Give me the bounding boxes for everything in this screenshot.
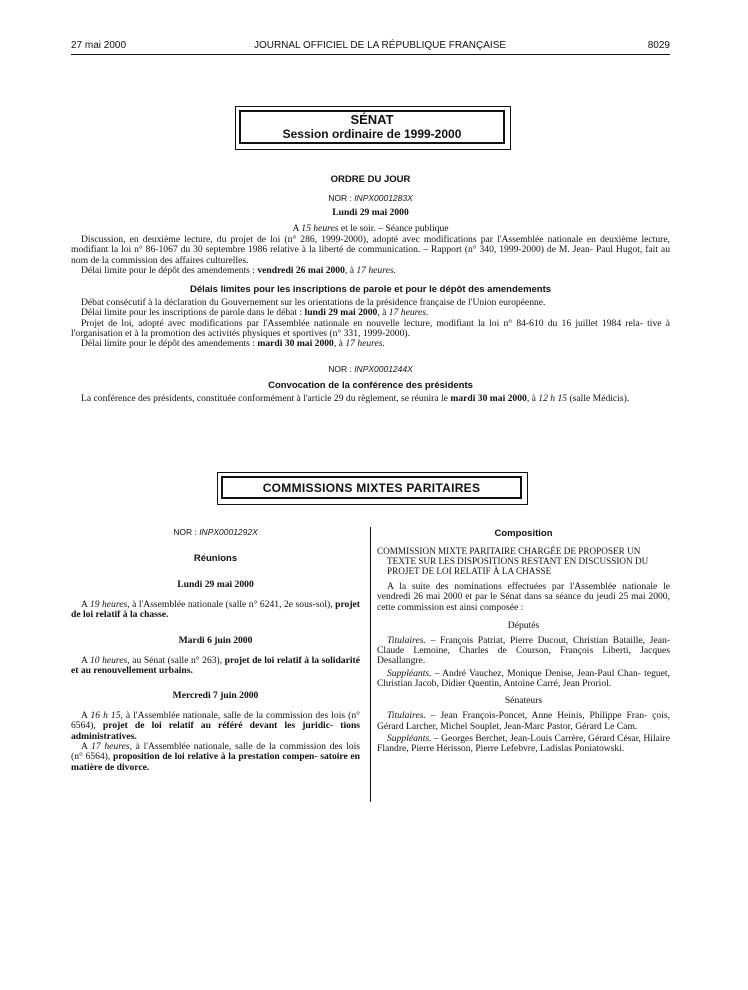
senat-title: SÉNAT (350, 112, 394, 127)
delai-amendements-2: Délai limite pour le dépôt des amendements : mardi 30 mai 2000, à 17 heures. (81, 338, 385, 350)
reunion-date-1: Lundi 29 mai 2000 (177, 579, 254, 590)
nor-reference-2: NOR : INPX0001244X (328, 363, 413, 374)
composition-intro: A la suite des nominations effectuées par l'Assemblée nationale le vendredi 26 mai 2000 et par le Sénat dans sa séance du jeudi 25 mai 2000, cette commission est ainsi composée : (377, 581, 670, 613)
cmp-chasse-title: COMMISSION MIXTE PARITAIRE CHARGÉE DE PROPOSER UN TEXTE SUR LES DISPOSITIONS RESTANT EN DISCUSSION DU PROJET DE LOI RELATIF À LA CHASSE (377, 546, 649, 576)
convocation-heading: Convocation de la conférence des présidents (268, 379, 473, 391)
discussion-paragraph: Discussion, en deuxième lecture, du projet de loi (n° 286, 1999-2000), adopté avec modifications par l'Assemblée nationale en deuxième lecture, modifiant la loi n° 86-1067 du 30 septembre 1986 relative à la liberté de communication. – Rapport (n° 340, 1999-2000) de M. Jean- Paul Hugot, fait au nom de la commission des affaires culturelles. (71, 234, 670, 266)
date-lundi-29-mai: Lundi 29 mai 2000 (332, 207, 409, 218)
nor-reference-1: NOR : INPX0001283X (328, 193, 413, 203)
column-divider (370, 527, 371, 802)
senateurs-heading: Sénateurs (504, 695, 543, 707)
composition-heading: Composition (494, 528, 553, 539)
delai-amendements-1: Délai limite pour le dépôt des amendements : vendredi 26 mai 2000, à 17 heures. (81, 264, 396, 276)
right-column (377, 528, 670, 755)
cmp-box (221, 476, 522, 499)
deputes-titulaires: Titulaires. – François Patriat, Pierre Ducout, Christian Bataille, Jean-Claude Lemoine, Charles de Courson, François Liberti, Jacques Desallangre. (377, 634, 670, 667)
header-page-number: 8029 (647, 40, 670, 51)
projet-loi-sport-paragraph: Projet de loi, adopté avec modifications par l'Assemblée nationale en nouvelle lecture, modifiant la loi n° 84-610 du 16 juillet 1984 rela- tive à l'organisation et à la promotion des activités physiques et sportives (n° 331, 1999-2000). (71, 317, 671, 340)
reunion-3b-text: A 17 heures, à l'Assemblée nationale, salle de la commission des lois (n° 6564), proposition de loi relative à la prestation compen- satoire en matière de divorce. (71, 741, 360, 773)
header-date: 27 mai 2000 (71, 40, 127, 51)
reunion-date-2: Mardi 6 juin 2000 (178, 634, 253, 646)
delais-limites-heading: Délais limites pour les inscriptions de parole et pour le dépôt des amendements (189, 284, 552, 296)
reunion-1-text: A 19 heures, à l'Assemblée nationale (salle n° 6241, 2e sous-sol), projet de loi relatif à la chasse. (71, 599, 360, 621)
seance-publique-line: A 15 heures et le soir. – Séance publique (292, 223, 449, 234)
header-rule (71, 54, 670, 55)
cmp-title: COMMISSIONS MIXTES PARITAIRES (262, 480, 481, 495)
header-journal-title: JOURNAL OFFICIEL DE LA RÉPUBLIQUE FRANÇAISE (253, 40, 507, 51)
ordre-du-jour-heading: ORDRE DU JOUR (330, 174, 411, 185)
senateurs-suppleants: Suppléants. – Georges Berchet, Jean-Louis Carrère, Gérard César, Hilaire Flandre, Pierre Hérisson, Pierre Lefebvre, Ladislas Poniatowski. (377, 732, 670, 755)
deputes-suppleants: Suppléants. – André Vauchez, Monique Denise, Jean-Paul Chan- teguet, Christian Jacob, Didier Quentin, Antoine Carré, Jean Proriol. (377, 667, 670, 690)
reunion-3a-text: A 16 h 15, à l'Assemblée nationale, salle de la commission des lois (n° 6564), projet de loi relatif au référé devant les juridic- tions administratives. (71, 710, 361, 742)
delai-inscriptions-parole: Délai limite pour les inscriptions de parole dans le débat : lundi 29 mai 2000, à 17 heures. (81, 307, 429, 319)
senat-box (239, 110, 505, 144)
senateurs-titulaires: Titulaires. – Jean François-Poncet, Anne Heinis, Philippe Fran- çois, Gérard Larcher, Michel Souplet, Jean-Marc Pastor, Gérard Le Cam. (377, 710, 670, 732)
deputes-heading: Députés (507, 619, 540, 631)
conference-presidents-paragraph: La conférence des présidents, constituée conformément à l'article 29 du règlement, se réunira le mardi 30 mai 2000, à 12 h 15 (salle Médicis). (81, 392, 630, 404)
left-column (71, 527, 360, 773)
debat-consecutif-paragraph: Débat consécutif à la déclaration du Gouvernement sur les orientations de la présidence française de l'Union européenne. (81, 297, 546, 309)
reunion-2-text: A 10 heures, au Sénat (salle n° 263), projet de loi relatif à la solidarité et au renouvellement urbains. (71, 654, 360, 676)
ordre-du-jour-section (71, 174, 670, 404)
senat-subtitle: Session ordinaire de 1999-2000 (282, 127, 462, 141)
reunions-heading: Réunions (193, 553, 238, 564)
reunion-date-3: Mercredi 7 juin 2000 (172, 690, 259, 702)
nor-reference-3: NOR : INPX0001292X (173, 527, 258, 537)
